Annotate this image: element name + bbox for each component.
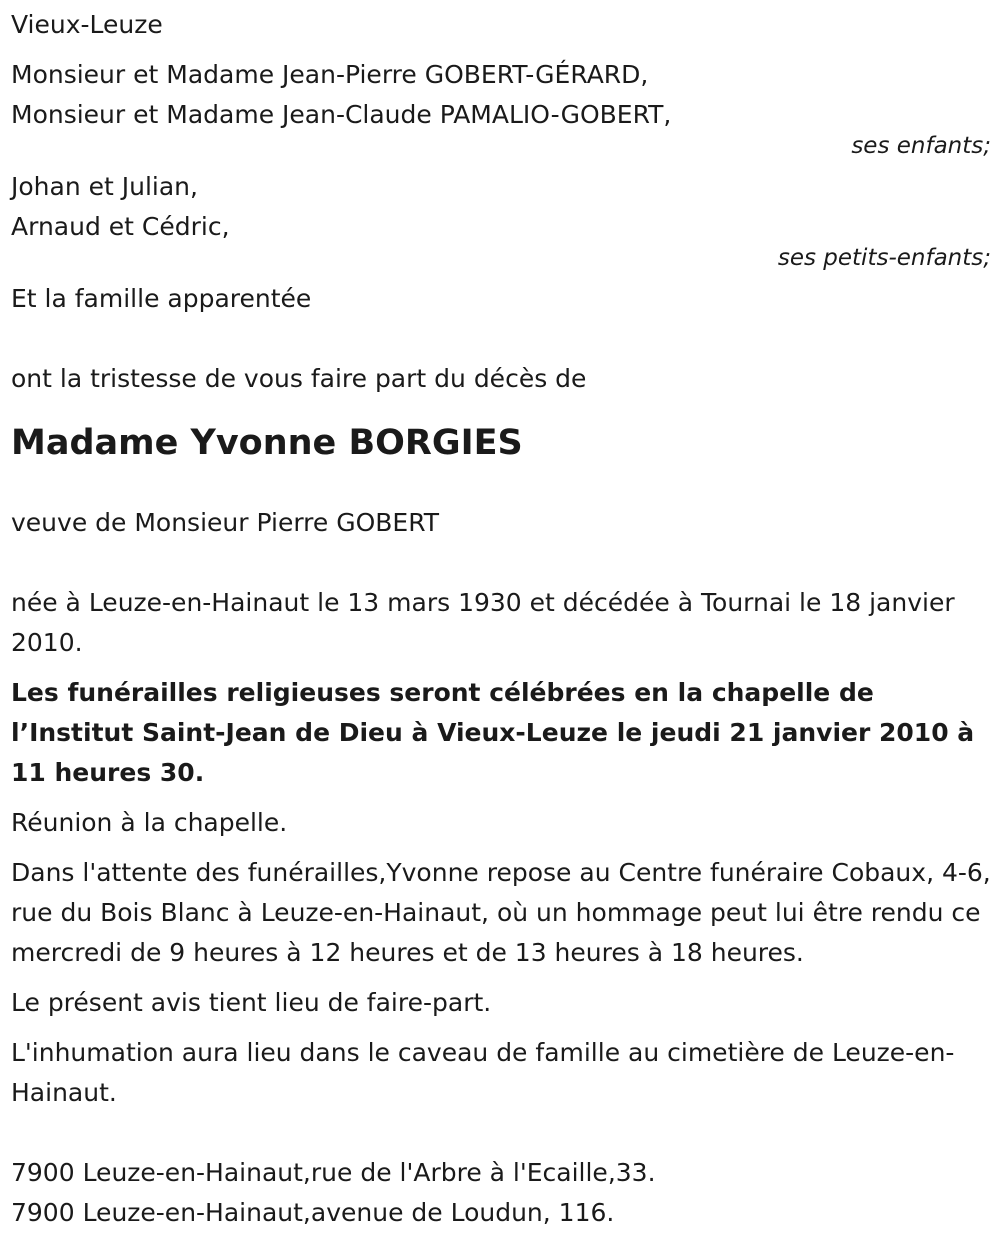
funeral-text: Les funérailles religieuses seront célébrées en la chapelle de l’Institut Saint-Jean de Dieu à Vieux-Leuze le jeudi 21 janvier 2010 à 11 heures 30. <box>11 678 975 787</box>
meeting-text: Réunion à la chapelle. <box>11 808 288 837</box>
grandchildren-section <box>11 167 991 271</box>
deceased-name: Madame Yvonne BORGIES <box>11 423 523 463</box>
obituary-notice <box>11 5 991 1233</box>
address-line: 7900 Leuze-en-Hainaut,rue de l'Arbre à l'Ecaille,33. <box>11 1158 656 1187</box>
birth-death-text: née à Leuze-en-Hainaut le 13 mars 1930 et décédée à Tournai le 18 janvier 2010. <box>11 588 955 657</box>
child-line: Monsieur et Madame Jean-Pierre GOBERT-GÉRARD, <box>11 60 649 89</box>
address-line: 7900 Leuze-en-Hainaut,avenue de Loudun, 116. <box>11 1198 615 1227</box>
addresses <box>11 1153 991 1233</box>
grandchild-line: Johan et Julian, <box>11 172 198 201</box>
announcement-text: ont la tristesse de vous faire part du décès de <box>11 364 587 393</box>
grandchildren-role: ses petits-enfants; <box>777 245 991 271</box>
family-line: Et la famille apparentée <box>11 284 312 313</box>
notice-text: Le présent avis tient lieu de faire-part. <box>11 988 492 1017</box>
burial-text: L'inhumation aura lieu dans le caveau de famille au cimetière de Leuze-en-Hainaut. <box>11 1038 955 1107</box>
rest-text: Dans l'attente des funérailles,Yvonne repose au Centre funéraire Cobaux, 4-6, rue du Bois Blanc à Leuze-en-Hainaut, où un hommage peut lui être rendu ce mercredi de 9 heures à 12 heures et de 13 heures à 18 heures. <box>11 858 991 967</box>
widow-of-text: veuve de Monsieur Pierre GOBERT <box>11 508 440 537</box>
place-header: Vieux-Leuze <box>11 10 163 39</box>
grandchild-line: Arnaud et Cédric, <box>11 212 230 241</box>
children-role: ses enfants; <box>851 133 991 159</box>
child-line: Monsieur et Madame Jean-Claude PAMALIO-GOBERT, <box>11 100 672 129</box>
children-section <box>11 55 991 159</box>
